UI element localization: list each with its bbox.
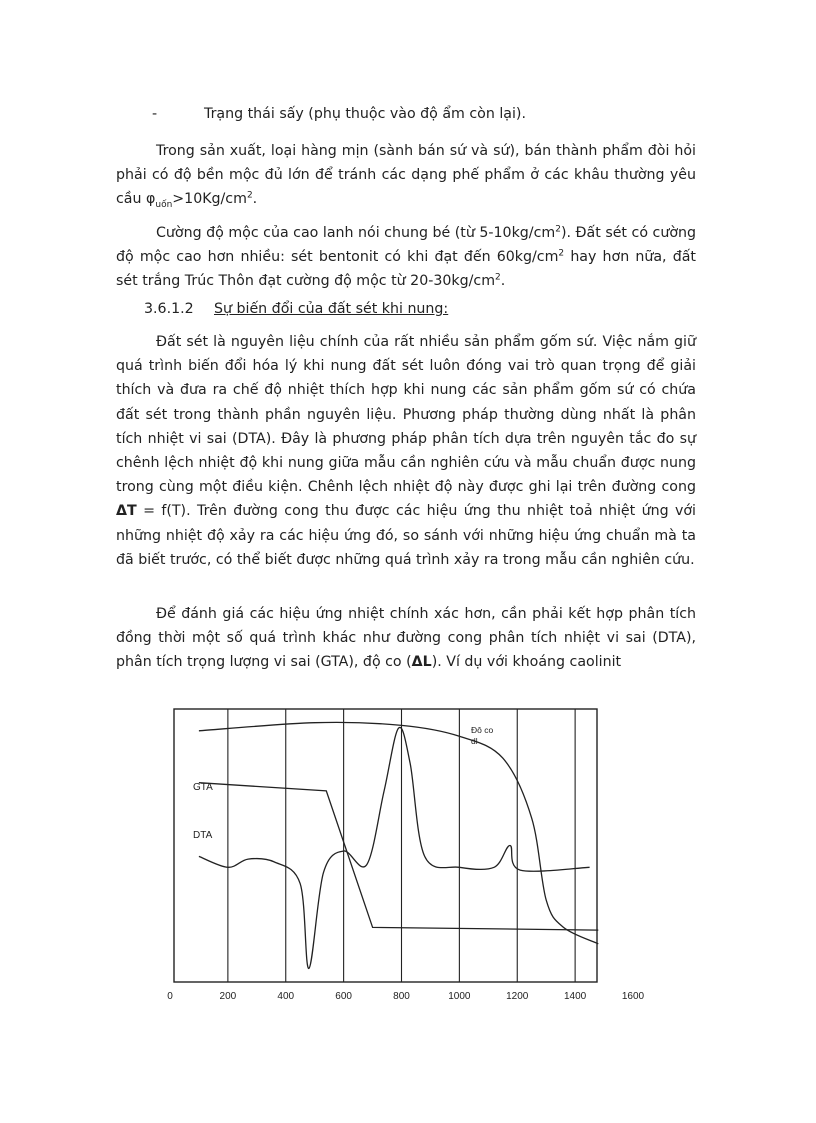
x-tick-label: 200 xyxy=(219,991,237,1002)
x-tick-label: 1000 xyxy=(448,991,471,1002)
superscript: 2 xyxy=(495,272,501,283)
section-number: 3.6.1.2 xyxy=(144,301,194,317)
x-tick-label: 400 xyxy=(277,991,295,1002)
para2-text-a: Cường độ mộc của cao lanh nói chung bé (từ 5-10kg/cm xyxy=(156,225,556,241)
series-label: DTA xyxy=(193,830,213,841)
para4-text-b: ). Ví dụ với khoáng caolinit xyxy=(431,654,622,671)
series-line-dta xyxy=(199,727,590,968)
x-tick-label: 0 xyxy=(167,991,173,1002)
section-title: Sự biến đổi của đất sét khi nung: xyxy=(214,301,449,317)
para1-value: >10Kg/cm xyxy=(172,191,247,208)
para2-text-d: . xyxy=(500,273,506,290)
phi-subscript: uốn xyxy=(155,200,173,211)
delta-t-symbol: ΔT xyxy=(116,503,137,520)
superscript: 2 xyxy=(558,248,565,259)
delta-l-symbol: ΔL xyxy=(411,654,432,671)
x-tick-label: 800 xyxy=(393,991,410,1002)
para4-text-a: Để đánh giá các hiệu ứng nhiệt chính xác hơn, cần phải kết hợp phân tích đồng thời một số quá trình khác như đường cong phân tích nhiệt vi sai (DTA), phân tích trọng lượng vi sai (GTA), độ co ( xyxy=(116,606,696,671)
superscript: 2 xyxy=(555,224,561,235)
bullet-text: Trạng thái sấy (phụ thuộc vào độ ẩm còn lại). xyxy=(204,106,526,122)
para3-text-b: = f(T). Trên đường cong thu được các hiệu ứng thu nhiệt toả nhiệt ứng với những nhiệt độ xảy ra các hiệu ứng đó, so sánh với những hiệu ứng chuẩn mà ta đã biết trước, có thể biết được những quá trình xảy ra trong mẫu cần nghiên cứu. xyxy=(116,503,696,568)
para1-end: . xyxy=(252,191,258,208)
superscript: 2 xyxy=(246,190,253,201)
x-tick-label: 1200 xyxy=(506,991,529,1002)
series-label: GTA xyxy=(193,782,213,793)
chart-frame xyxy=(174,709,597,982)
x-tick-label: 1600 xyxy=(621,991,645,1002)
para3-text-a: Đất sét là nguyên liệu chính của rất nhiều sản phẩm gốm sứ. Việc nắm giữ quá trình biến đổi hóa lý khi nung đất sét luôn đóng vai trò quan trọng để giải thích và đưa ra chế độ nhiệt thích hợp khi nung các sản phẩm gốm sứ có chứa đất sét trong thành phần nguyên liệu. Phương pháp thường dùng nhất là phân tích nhiệt vi sai (DTA). Đây là phương pháp phân tích dựa trên nguyên tắc đo sự chênh lệch nhiệt độ khi nung giữa mẫu cần nghiên cứu và mẫu chuẩn được nung trong cùng một điều kiện. Chênh lệch nhiệt độ này được ghi lại trên đường cong xyxy=(116,334,696,496)
para1-text: Trong sản xuất, loại hàng mịn (sành bán sứ và sứ), bán thành phẩm đòi hỏi phải có độ bền mộc đủ lớn để tránh các dạng phế phẩm ở các khâu thường yêu cầu φ xyxy=(116,143,696,208)
series-label: Đô co dl xyxy=(471,725,494,746)
series-line--co-dl xyxy=(199,722,598,943)
para2-text-c: hay hơn nữa, đất sét trắng Trúc Thôn đạt cường độ mộc từ 20-30kg/cm xyxy=(116,249,696,290)
x-tick-label: 600 xyxy=(335,991,352,1002)
x-tick-label: 1400 xyxy=(564,991,587,1002)
bullet-dash: - xyxy=(152,106,158,122)
para2-text-b: ). Đất sét có cường độ mộc cao hơn nhiều: sét bentonit có khi đạt đến 60kg/cm xyxy=(116,225,697,266)
